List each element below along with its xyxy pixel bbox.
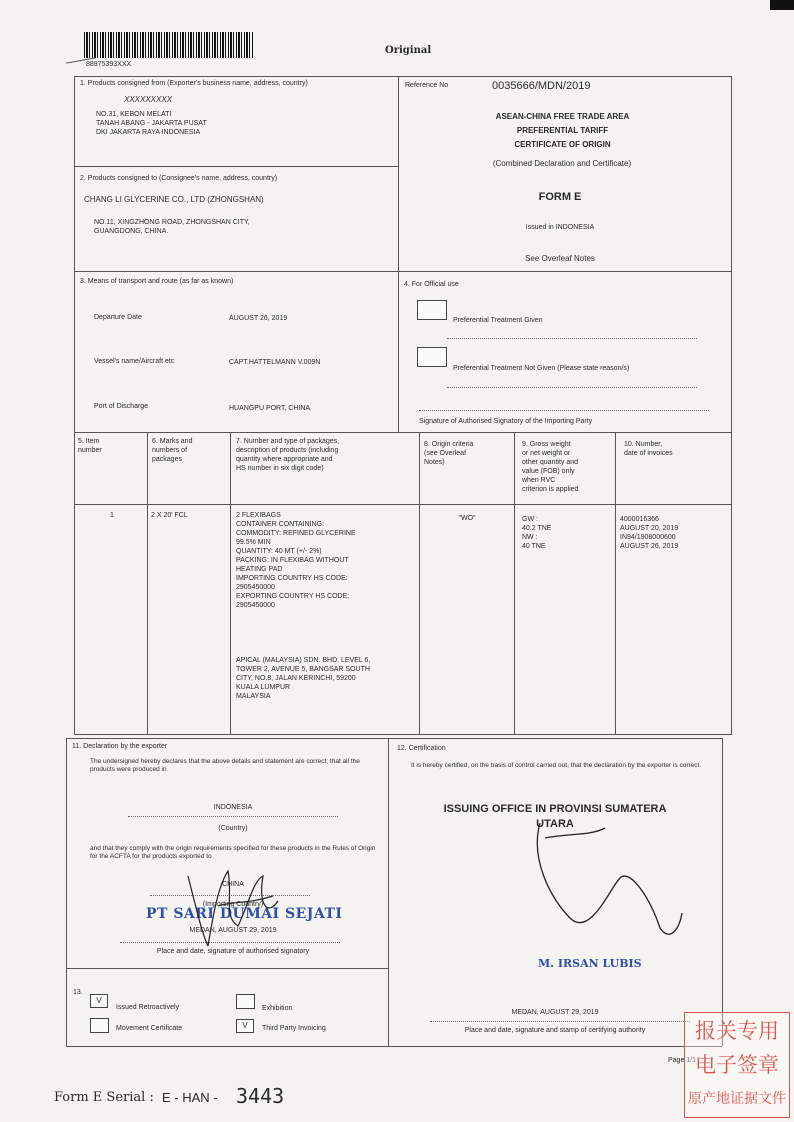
vessel-label: Vessel's name/Aircraft etc — [94, 358, 175, 365]
vessel-value: CAPT.HATTELMANN V.009N — [229, 359, 321, 366]
reference-label: Reference No — [405, 82, 449, 89]
departure-label: Departure Date — [94, 314, 142, 321]
col-description-header: 7. Number and type of packages, description of products (including quantity where appropriate and HS number in six digit code) — [236, 438, 340, 472]
line-box11-13 — [66, 968, 388, 969]
box2-label: 2. Products consigned to (Consignee's name, address, country) — [80, 175, 278, 182]
line-box2-3 — [74, 271, 732, 272]
pref-not-given-checkbox[interactable] — [417, 347, 447, 367]
officer-stamp: M. IRSAN LUBIS — [538, 957, 642, 970]
box11-importing-country: CHINA — [222, 881, 244, 888]
box11-label: 11. Declaration by the exporter — [72, 743, 168, 750]
row-item-number: 1 — [110, 512, 114, 519]
row-invoice: 4000016366 AUGUST 20, 2019 IN94/1908000600 AUGUST 26, 2019 — [620, 516, 679, 550]
port-label: Port of Discharge — [94, 403, 149, 410]
issuing-office: ISSUING OFFICE IN PROVINSI SUMATERA UTARA — [443, 803, 667, 830]
box11-place-date-label: Place and date, signature of authorised signatory — [156, 948, 310, 955]
col-marks-header: 6. Marks and numbers of packages — [152, 438, 193, 463]
consignee-address: NO.11, XINGZHONG ROAD, ZHONGSHAN CITY, GUANGDONG, CHINA. — [94, 219, 250, 235]
box1-label: 1. Products consigned from (Exporter's business name, address, country) — [80, 80, 308, 87]
line-box3-cols — [74, 432, 732, 433]
third-party-checkbox[interactable]: V — [236, 1019, 254, 1033]
box13-label: 13. — [73, 989, 83, 996]
col-line-3 — [419, 432, 420, 734]
signature-line — [419, 410, 709, 411]
doc-status: Original — [385, 45, 432, 56]
box3-label: 3. Means of transport and route (as far as known) — [80, 278, 234, 285]
movement-label: Movement Certificate — [116, 1025, 183, 1032]
box11-country: INDONESIA — [213, 804, 253, 811]
port-value: HUANGPU PORT, CHINA — [229, 405, 311, 412]
line-row-bottom — [74, 734, 732, 735]
frame-right-lower — [722, 738, 723, 1046]
row-marks: 2 X 20' FCL — [151, 512, 188, 519]
box12-label: 12. Certification — [397, 745, 446, 752]
frame-right-upper — [731, 76, 732, 734]
frame-mid-lower — [388, 738, 389, 1046]
frame-mid-upper — [398, 76, 399, 432]
issued-retro-checkbox[interactable]: V — [90, 994, 108, 1008]
issued-in: Issued in INDONESIA — [525, 224, 595, 231]
overleaf-note: See Overleaf Notes — [525, 254, 595, 263]
frame-top — [74, 76, 732, 77]
title-line3: CERTIFICATE OF ORIGIN — [514, 140, 611, 149]
box11-text2: and that they comply with the origin requirements specified for these products in the Rules of Origin for the ACFTA for the products exported to — [90, 845, 376, 860]
title-line1: ASEAN-CHINA FREE TRADE AREA — [495, 112, 630, 121]
certifier-signature — [510, 818, 690, 948]
col-line-5 — [615, 432, 616, 734]
row-description-consignee: APICAL (MALAYSIA) SDN. BHD. LEVEL 6, TOWER 2, AVENUE 5, BANGSAR SOUTH CITY, NO.8, JALAN KERINCHI, 59200 KUALA LUMPUR MALAYSIA — [236, 657, 371, 700]
col-origin-header: 8. Origin criteria (see Overleaf Notes) — [424, 441, 474, 466]
row-origin: "WO" — [458, 515, 476, 522]
col-line-2 — [230, 432, 231, 734]
frame-left-lower — [66, 738, 67, 1046]
col-line-1 — [147, 432, 148, 734]
exporter-company-stamp: PT SARI DUMAI SEJATI — [146, 906, 343, 922]
box12-place-date: MEDAN, AUGUST 29, 2019 — [511, 1009, 599, 1016]
exporter-name: XXXXXXXXX — [124, 95, 173, 104]
exhibition-label: Exhibition — [262, 1005, 293, 1012]
exporter-address: NO.31, KEBON MELATI TANAH ABANG - JAKARTA PUSAT DKI JAKARTA RAYA INDONESIA — [96, 111, 207, 136]
box4-label: 4. For Official use — [404, 281, 459, 288]
serial-label: Form E Serial : — [54, 1090, 154, 1105]
consignee-name: CHANG LI GLYCERINE CO., LTD (ZHONGSHAN) — [84, 195, 264, 204]
col-line-4 — [514, 432, 515, 734]
pref-not-given-label: Preferential Treatment Not Given (Please state reason/s) — [453, 365, 630, 372]
col-item-header: 5. Item number — [78, 438, 102, 454]
form-name: FORM E — [538, 191, 582, 203]
box11-place-date: MEDAN, AUGUST 29, 2019 — [189, 927, 277, 934]
serial-number: 3443 — [236, 1084, 285, 1108]
box12-signature-line — [430, 1021, 690, 1022]
box11-country-label: (Country) — [218, 825, 248, 832]
signature-label: Signature of Authorised Signatory of the Importing Party — [419, 418, 593, 425]
red-stamp-line1: 报关专用 — [695, 1019, 779, 1043]
box12-text: It is hereby certified, on the basis of control carried out, that the declaration by the exporter is correct. — [411, 762, 702, 769]
title-line2: PREFERENTIAL TARIFF — [516, 126, 609, 135]
pref-given-label: Preferential Treatment Given — [453, 317, 543, 324]
col-weight-header: 9. Gross weight or net weight or other quantity and value (FOB) only when RVC criterion is applied — [522, 441, 579, 493]
box12-place-date-label: Place and date, signature and stamp of certifying authority — [464, 1027, 646, 1034]
row-description: 2 FLEXIBAGS CONTAINER CONTAINING: COMMODITY: REFINED GLYCERINE 99.5% MIN QUANTITY: 40 MT (+/- 2%) PACKING: IN FLEXIBAG WITHOUT HEATING PAD IMPORTING COUNTRY HS CODE: 2905450000 EXPORTING COUNTRY HS CODE: 2905450000 — [236, 512, 356, 609]
exporter-signature — [178, 856, 288, 956]
third-party-label: Third Party Invoicing — [262, 1025, 326, 1032]
movement-checkbox[interactable] — [90, 1018, 109, 1033]
box11-country-line — [128, 816, 338, 817]
red-customs-stamp — [684, 1012, 790, 1118]
pref-given-line — [447, 338, 697, 339]
exhibition-checkbox[interactable] — [236, 994, 255, 1009]
pref-not-given-line — [447, 387, 697, 388]
red-stamp-line3: 原产地证据文件 — [688, 1091, 786, 1107]
serial-prefix: E - HAN - — [162, 1090, 218, 1105]
frame-lower-bottom — [66, 1046, 722, 1047]
frame-lower-top — [66, 738, 722, 739]
col-invoice-header: 10. Number, date of invoices — [624, 441, 673, 457]
title-line4: (Combined Declaration and Certificate) — [492, 159, 632, 168]
issued-retro-label: Issued Retroactively — [116, 1004, 180, 1011]
barcode — [84, 32, 254, 58]
red-stamp-line2: 电子签章 — [695, 1053, 779, 1077]
page-number: Page 1/1 — [668, 1057, 697, 1064]
pref-given-checkbox[interactable] — [417, 300, 447, 320]
box11-text1: The undersigned hereby declares that the above details and statement are correct; that all the products were produced in — [90, 758, 360, 773]
frame-left-upper — [74, 76, 75, 734]
row-weight: GW : 40.2 TNE NW : 40 TNE — [522, 516, 552, 550]
departure-value: AUGUST 26, 2019 — [229, 315, 288, 322]
reference-number: 0035666/MDN/2019 — [492, 80, 591, 92]
box11-importing-label: (Importing Country) — [202, 901, 264, 908]
scan-edge — [770, 0, 794, 10]
barcode-number: 88975393XXX — [86, 61, 132, 68]
line-cols-row — [74, 504, 732, 505]
line-box1-2 — [74, 166, 398, 167]
